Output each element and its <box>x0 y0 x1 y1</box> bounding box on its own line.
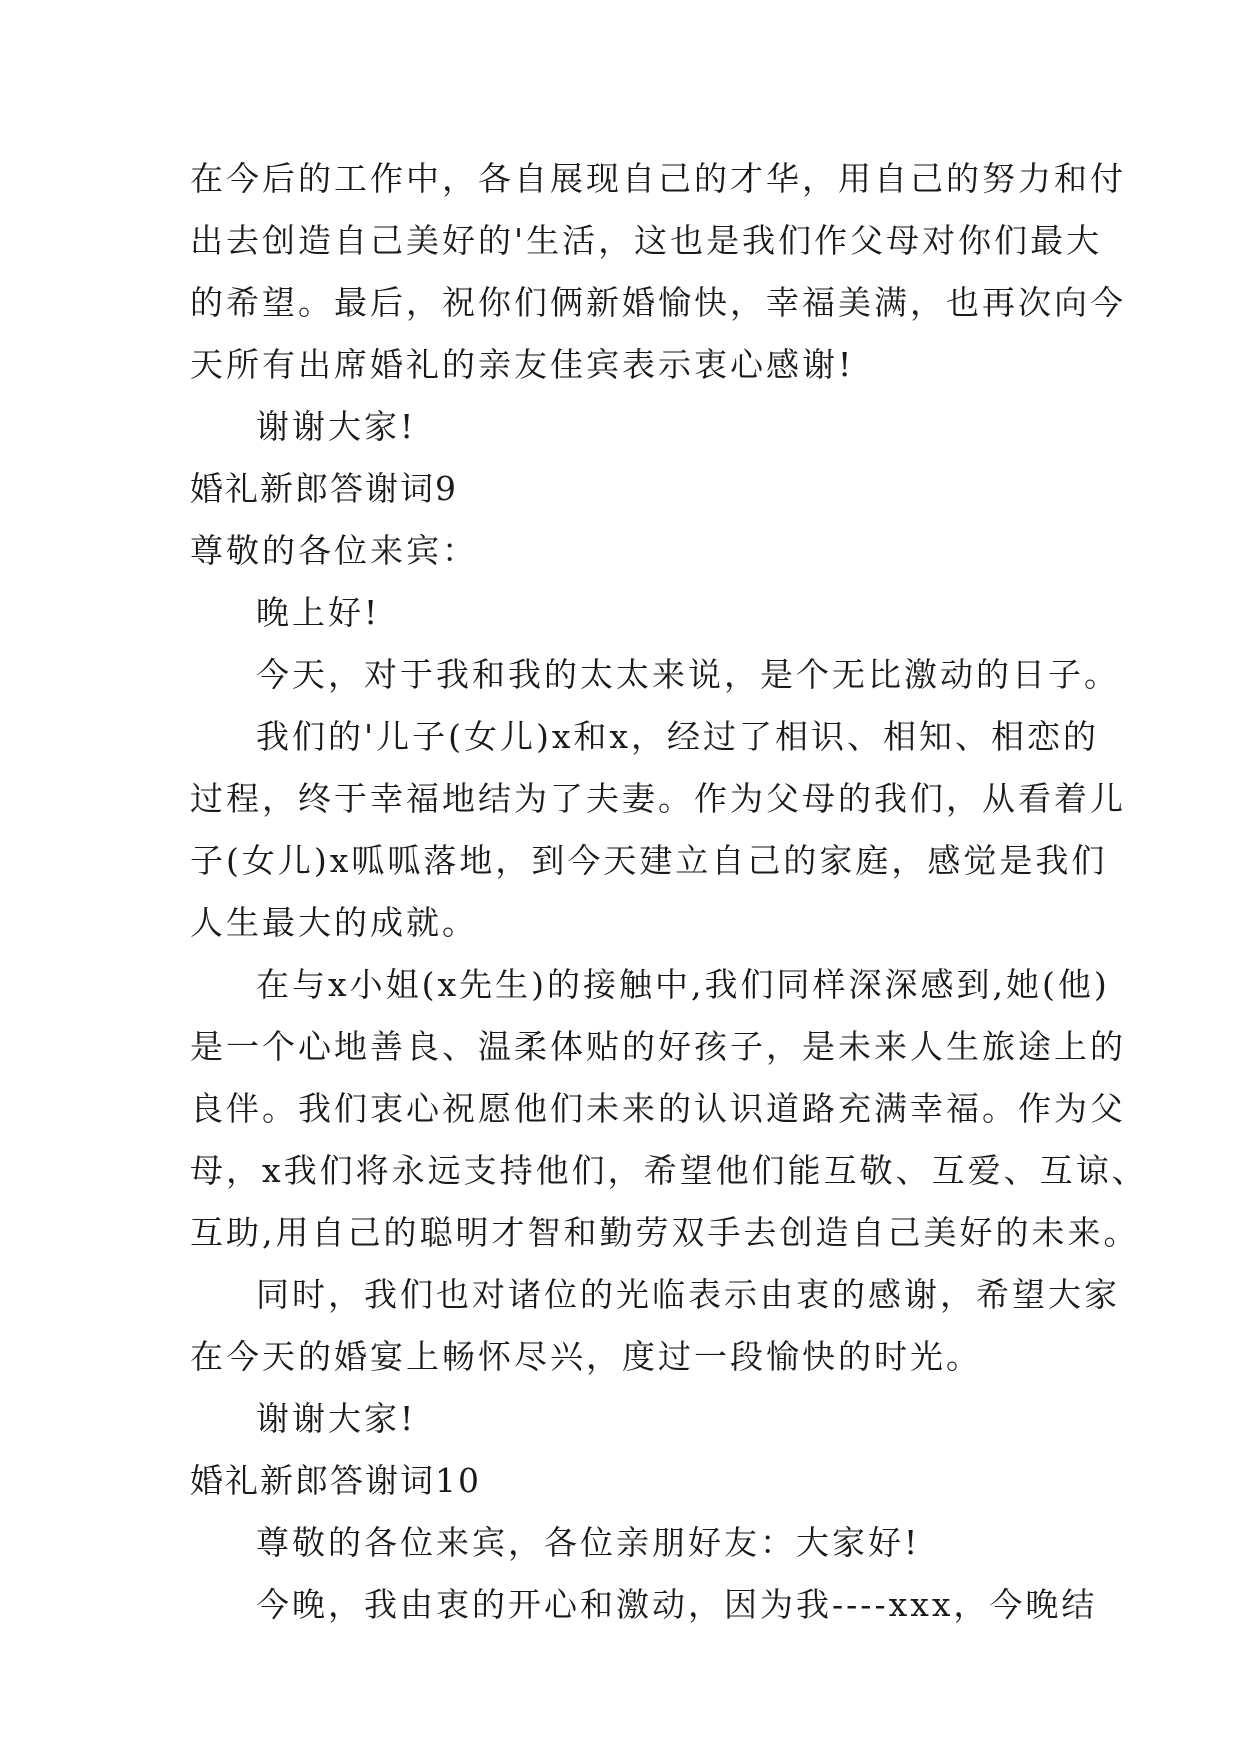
paragraph-line: 是一个心地善良、温柔体贴的好孩子，是未来人生旅途上的 <box>190 1027 1126 1066</box>
paragraph-line: 在今后的工作中，各自展现自己的才华，用自己的努力和付 <box>190 159 1126 198</box>
paragraph-line: 在今天的婚宴上畅怀尽兴，度过一段愉快的时光。 <box>190 1337 982 1376</box>
paragraph-line: 互助,用自己的聪明才智和勤劳双手去创造自己美好的未来。 <box>190 1213 1140 1252</box>
paragraph-line: 在与x小姐(x先生)的接触中,我们同样深深感到,她(他) <box>256 965 1110 1004</box>
paragraph-line: 良伴。我们衷心祝愿他们未来的认识道路充满幸福。作为父 <box>190 1089 1126 1128</box>
closing-thanks: 谢谢大家! <box>256 407 417 446</box>
greeting: 晚上好! <box>256 593 381 632</box>
paragraph-line: 过程，终于幸福地结为了夫妻。作为父母的我们，从看着儿 <box>190 779 1126 818</box>
paragraph-line: 我们的'儿子(女儿)x和x，经过了相识、相知、相恋的 <box>256 717 1100 756</box>
section-heading: 婚礼新郎答谢词10 <box>190 1461 481 1500</box>
closing-thanks: 谢谢大家! <box>256 1399 417 1438</box>
paragraph-line: 子(女儿)x呱呱落地，到今天建立自己的家庭，感觉是我们 <box>190 841 1108 880</box>
paragraph-line: 天所有出席婚礼的亲友佳宾表示衷心感谢! <box>190 345 855 384</box>
paragraph-line: 出去创造自己美好的'生活，这也是我们作父母对你们最大 <box>190 221 1103 260</box>
salutation: 尊敬的各位来宾： <box>190 531 478 570</box>
paragraph-line: 人生最大的成就。 <box>190 903 478 942</box>
paragraph-line: 今天，对于我和我的太太来说，是个无比激动的日子。 <box>256 655 1120 694</box>
paragraph-line: 今晚，我由衷的开心和激动，因为我----xxx，今晚结 <box>256 1585 1098 1624</box>
paragraph-line: 同时，我们也对诸位的光临表示由衷的感谢，希望大家 <box>256 1275 1120 1314</box>
salutation: 尊敬的各位来宾，各位亲朋好友：大家好! <box>256 1523 921 1562</box>
section-heading: 婚礼新郎答谢词9 <box>190 469 458 508</box>
paragraph-line: 母，x我们将永远支持他们，希望他们能互敬、互爱、互谅、 <box>190 1151 1148 1190</box>
document-body <box>190 148 1148 1636</box>
paragraph-line: 的希望。最后，祝你们俩新婚愉快，幸福美满，也再次向今 <box>190 283 1126 322</box>
